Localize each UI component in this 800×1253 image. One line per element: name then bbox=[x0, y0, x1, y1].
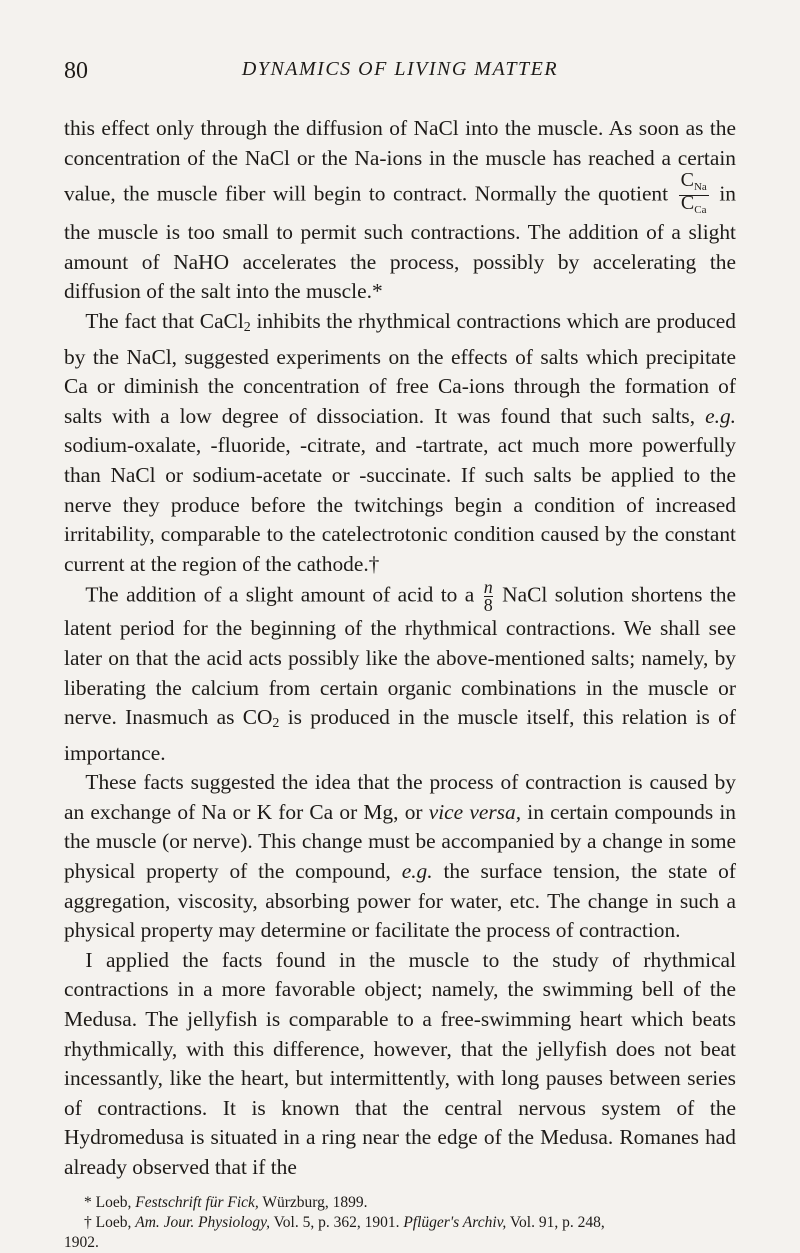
quotient-fraction bbox=[679, 169, 709, 218]
footnote-1-title: Festschrift für Fick, bbox=[135, 1193, 259, 1211]
n-over-8-fraction bbox=[484, 579, 493, 614]
footnote-2-rest: Vol. 91, p. 248, bbox=[506, 1213, 605, 1231]
body-text bbox=[64, 114, 736, 1183]
paragraph-4-text-a: These facts suggested the idea that the process of contraction is caused by an exchange of Na or K for Ca or Mg, or bbox=[64, 770, 736, 824]
paragraph-4 bbox=[64, 768, 736, 946]
footnote-2-year: 1902. bbox=[64, 1233, 99, 1251]
paragraph-3 bbox=[64, 579, 736, 768]
paragraph-3-text-a: The addition of a slight amount of acid to a bbox=[85, 582, 475, 607]
quotient-denominator-sub: Ca bbox=[694, 204, 707, 217]
footnote-2-author: † Loeb, bbox=[84, 1213, 136, 1231]
paragraph-2 bbox=[64, 307, 736, 579]
footnote-2-middle: Vol. 5, p. 362, 1901. bbox=[269, 1213, 404, 1231]
fraction-denominator: 8 bbox=[483, 595, 493, 616]
paragraph-1 bbox=[64, 114, 736, 307]
paragraph-2-text-b: inhibits the rhythmical contractions which are produced by the NaCl, suggested experiments on the effects of salts which precipitate Ca or diminish the concentration of free Ca-ions through the formation of salts with a low degree of dissociation. It was found that such salts, bbox=[64, 308, 736, 428]
footnotes bbox=[64, 1193, 736, 1253]
paragraph-3-sub: 2 bbox=[272, 716, 280, 732]
quotient-denominator: C bbox=[680, 192, 695, 215]
footnote-2 bbox=[64, 1213, 736, 1233]
footnote-2-journal-2: Pflüger's Archiv, bbox=[403, 1213, 507, 1231]
paragraph-3-text-c: is produced in the muscle itself, this relation is of importance. bbox=[64, 705, 736, 765]
paragraph-5-text: I applied the facts found in the muscle to the study of rhythmical contractions in a more favorable object; namely, the swimming bell of the Medusa. The jellyfish is comparable to a free-swimming heart which beats rhythmically, with this difference, however, that the jellyfish does not beat incessantly, like the heart, but intermittently, with long pauses between series of contractions. It is known that the central nervous system of the Hydromedusa is situated in a ring near the edge of the Medusa. Romanes had already observed that if the bbox=[64, 947, 736, 1179]
paragraph-1-text-b: in the muscle is too small to permit such contractions. The addition of a slight amount of NaHO accelerates the process, possibly by accelerating the diffusion of the salt into the muscle.* bbox=[64, 181, 736, 304]
paragraph-2-sub: 2 bbox=[243, 319, 251, 335]
paragraph-2-eg: e.g. bbox=[705, 403, 736, 428]
paragraph-1-text-a: this effect only through the diffusion of NaCl into the muscle. As soon as the concentration of the NaCl or the Na-ions in the muscle has reached a certain value, the muscle fiber will begin to contract. Normally the quotient bbox=[64, 116, 736, 206]
quotient-numerator: C bbox=[680, 169, 694, 192]
footnote-1-author: * Loeb, bbox=[84, 1193, 136, 1211]
paragraph-2-text-a: The fact that CaCl bbox=[85, 308, 244, 333]
paragraph-4-eg: e.g. bbox=[401, 859, 433, 884]
running-head: DYNAMICS OF LIVING MATTER bbox=[241, 58, 559, 80]
quotient-numerator-sub: Na bbox=[693, 181, 707, 194]
page-number: 80 bbox=[64, 58, 88, 84]
footnote-1 bbox=[64, 1193, 736, 1213]
footnote-2-continued bbox=[64, 1233, 736, 1253]
paragraph-4-vice-versa: vice versa, bbox=[428, 799, 522, 824]
page-header bbox=[64, 58, 736, 88]
footnote-1-rest: Würzburg, 1899. bbox=[258, 1193, 368, 1211]
footnote-2-journal-1: Am. Jour. Physiology, bbox=[135, 1213, 270, 1231]
paragraph-3-text-b: NaCl solution shortens the latent period for the beginning of the rhythmical contractions. We shall see later on that the acid acts possibly like the above-mentioned salts; namely, by liberating the calcium from certain organic combinations in the muscle or nerve. Inasmuch as CO bbox=[64, 582, 736, 730]
paragraph-4-text-c: the surface tension, the state of aggregation, viscosity, absorbing power for water, etc. The change in such a physical property may determine or facilitate the process of contraction. bbox=[64, 859, 737, 943]
fraction-numerator: n bbox=[483, 577, 493, 598]
paragraph-2-text-c: sodium-oxalate, -fluoride, -citrate, and -tartrate, act much more powerfully than NaCl or sodium-acetate or -succinate. If such salts be applied to the nerve they produce before the twitchings begin a condition of increased irritability, comparable to the catelectrotonic condition caused by the constant current at the region of the cathode.† bbox=[64, 433, 736, 576]
paragraph-4-text-b: in certain compounds in the muscle (or nerve). This change must be accompanied by a change in some physical property of the compound, bbox=[64, 799, 737, 884]
paragraph-5 bbox=[64, 946, 736, 1183]
page bbox=[64, 58, 736, 1253]
